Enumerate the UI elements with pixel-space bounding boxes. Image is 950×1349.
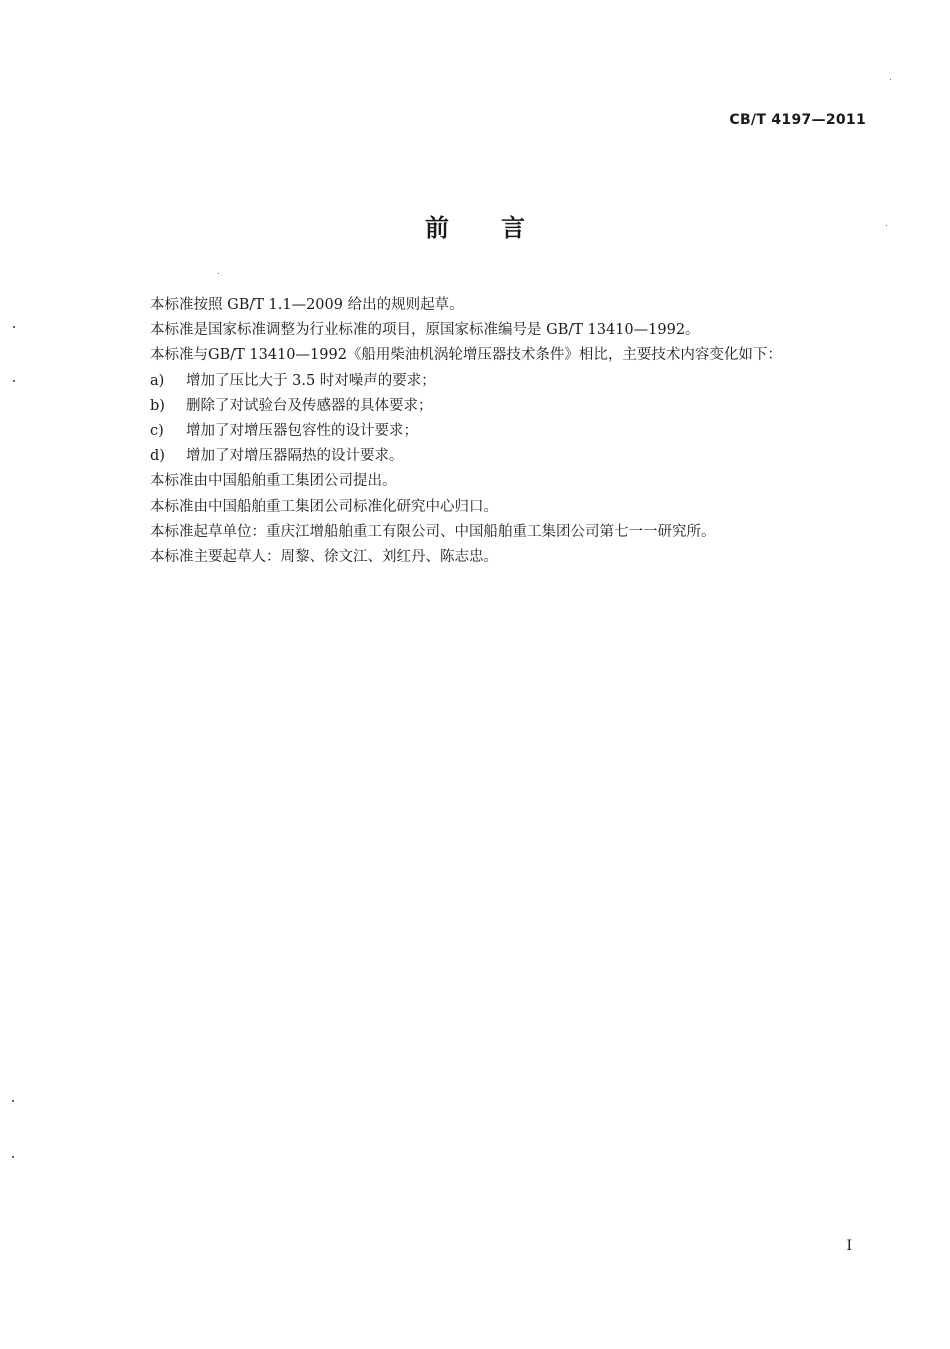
list-item-text: 增加了对增压器包容性的设计要求； [186, 422, 418, 439]
paragraph-drafting-units: 本标准起草单位：重庆江增船舶重工有限公司、中国船舶重工集团公司第七一一研究所。 [150, 523, 716, 540]
list-item [150, 419, 870, 444]
page-number: I [846, 1238, 852, 1254]
scan-speck [886, 225, 887, 226]
list-marker: a) [150, 372, 165, 389]
paragraph-centralized: 本标准由中国船舶重工集团公司标准化研究中心归口。 [150, 498, 498, 515]
list-marker: d) [150, 448, 165, 465]
list-marker: c) [150, 422, 164, 439]
list-item [150, 394, 870, 419]
list-item-text: 增加了对增压器隔热的设计要求。 [186, 448, 404, 465]
list-item-text: 删除了对试验台及传感器的具体要求； [186, 397, 433, 414]
foreword-body [150, 293, 870, 570]
paragraph-proposer: 本标准由中国船舶重工集团公司提出。 [150, 473, 397, 490]
scan-speck [12, 1100, 14, 1102]
paragraph-comparison: 本标准与GB/T 13410—1992《船用柴油机涡轮增压器技术条件》相比，主要技术内容变化如下： [150, 347, 782, 364]
paragraph-original-standard: 本标准是国家标准调整为行业标准的项目，原国家标准编号是 GB/T 13410—1992。 [150, 322, 700, 339]
standard-code: CB/T 4197—2011 [729, 112, 866, 128]
paragraph-drafting-rules: 本标准按照 GB/T 1.1—2009 给出的规则起草。 [150, 297, 464, 313]
paragraph-drafters: 本标准主要起草人：周黎、徐文江、刘红丹、陈志忠。 [150, 548, 498, 565]
scan-speck [890, 79, 891, 80]
list-item-text: 增加了压比大于 3.5 时对噪声的要求； [186, 372, 436, 389]
list-item [150, 369, 870, 394]
scan-speck [218, 273, 219, 274]
list-item [150, 444, 870, 469]
scan-speck [12, 1156, 14, 1158]
page-title: 前言 [425, 214, 577, 242]
list-marker: b) [150, 397, 165, 414]
scan-speck [13, 326, 15, 328]
scan-speck [13, 380, 15, 382]
